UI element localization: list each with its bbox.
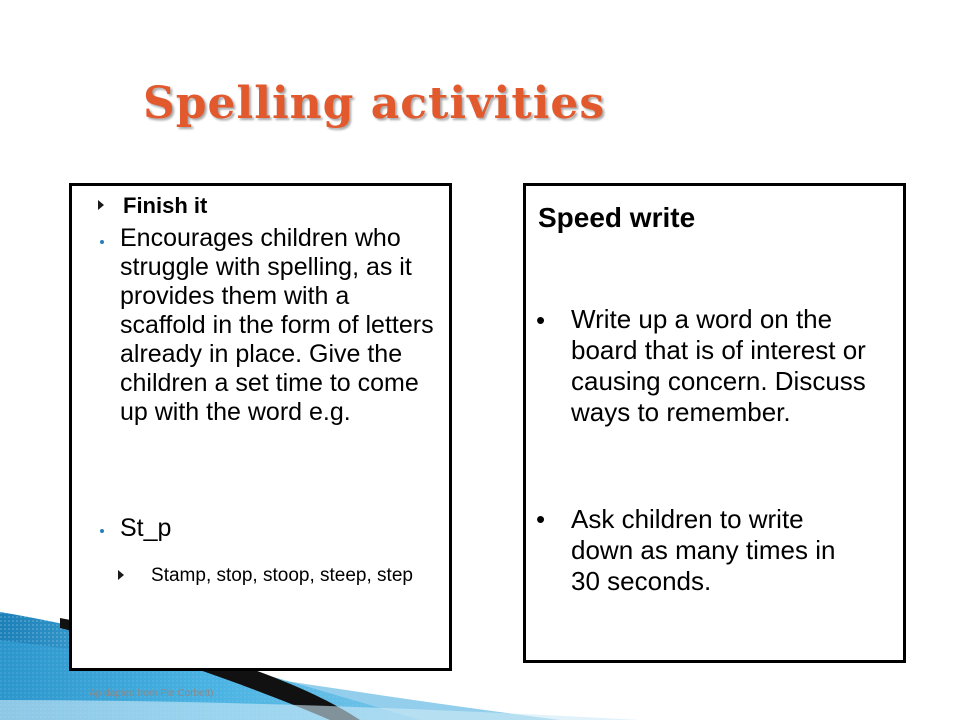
example-answers: Stamp, stop, stoop, steep, step bbox=[151, 565, 413, 586]
speed-write-bullet: Write up a word on the board that is of interest or causing concern. Discuss ways to remember. bbox=[571, 304, 866, 427]
bullet-dot-icon: • bbox=[536, 504, 546, 534]
speed-write-heading: Speed write bbox=[538, 202, 696, 233]
finish-it-description: Encourages children who struggle with spelling, as it provides them with a scaffold in the form of letters already in place. Give the children a set time to come up with the word e.g. bbox=[120, 224, 434, 426]
example-prompt: St_p bbox=[120, 514, 172, 542]
speed-write-bullet: Ask children to write down as many times in 30 seconds. bbox=[571, 504, 836, 596]
source-credit: Ap dapted from Pie Corbett) bbox=[89, 688, 214, 699]
speed-write-panel bbox=[523, 183, 906, 663]
bullet-dot-icon: • bbox=[536, 305, 546, 335]
bullet-dot-icon bbox=[100, 240, 104, 244]
arrow-bullet-icon bbox=[118, 570, 124, 580]
arrow-bullet-icon bbox=[98, 200, 104, 210]
bullet-dot-icon bbox=[100, 529, 104, 533]
finish-it-heading: Finish it bbox=[123, 193, 208, 218]
slide-title: Spelling activities bbox=[143, 78, 606, 129]
finish-it-panel bbox=[69, 183, 452, 671]
